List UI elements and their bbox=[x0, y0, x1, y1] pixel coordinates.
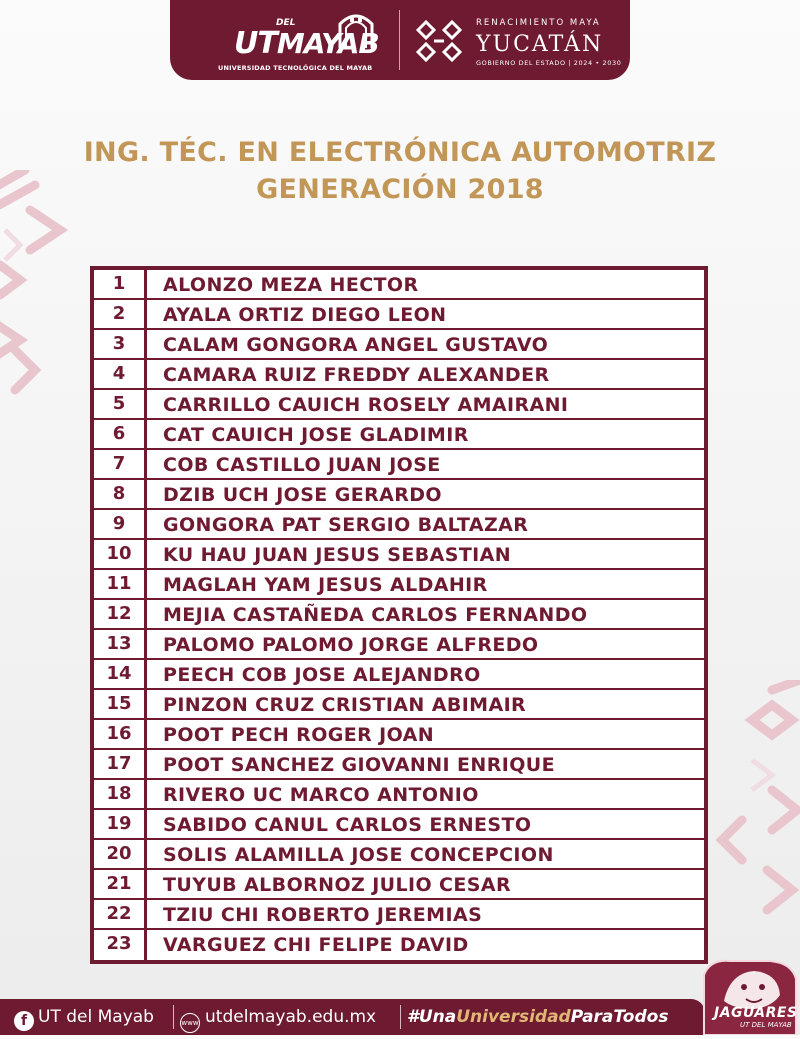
row-number: 21 bbox=[94, 870, 147, 898]
student-roster-table bbox=[90, 266, 708, 964]
row-number: 19 bbox=[94, 810, 147, 838]
header-banner bbox=[170, 0, 630, 80]
title-line-1: ING. TÉC. EN ELECTRÓNICA AUTOMOTRIZ bbox=[83, 137, 717, 168]
row-number: 6 bbox=[94, 420, 147, 448]
row-number: 1 bbox=[94, 270, 147, 298]
ut-del-label: DEL bbox=[276, 18, 296, 28]
student-name: KU HAU JUAN JESUS SEBASTIAN bbox=[163, 544, 512, 566]
title-line-2: GENERACIÓN 2018 bbox=[256, 174, 544, 205]
row-number: 17 bbox=[94, 750, 147, 778]
www-globe-icon: www bbox=[180, 1013, 200, 1033]
table-row bbox=[94, 750, 704, 780]
student-name: TUYUB ALBORNOZ JULIO CESAR bbox=[163, 874, 511, 896]
facebook-label: UT del Mayab bbox=[38, 1007, 154, 1027]
table-row bbox=[94, 930, 704, 960]
table-row bbox=[94, 300, 704, 330]
student-name: COB CASTILLO JUAN JOSE bbox=[163, 454, 441, 476]
student-name: TZIU CHI ROBERTO JEREMIAS bbox=[163, 904, 483, 926]
table-row bbox=[94, 570, 704, 600]
table-row bbox=[94, 870, 704, 900]
row-number: 22 bbox=[94, 900, 147, 928]
table-row bbox=[94, 390, 704, 420]
table-row bbox=[94, 840, 704, 870]
ut-mayab-wordmark bbox=[234, 26, 379, 61]
student-name: ALONZO MEZA HECTOR bbox=[163, 274, 419, 296]
hashtag-highlight: Universidad bbox=[456, 1007, 571, 1027]
student-name: PALOMO PALOMO JORGE ALFREDO bbox=[163, 634, 539, 656]
student-name: MEJIA CASTAÑEDA CARLOS FERNANDO bbox=[163, 604, 588, 626]
student-name: MAGLAH YAM JESUS ALDAHIR bbox=[163, 574, 488, 596]
student-name: CAMARA RUIZ FREDDY ALEXANDER bbox=[163, 364, 550, 386]
table-row bbox=[94, 330, 704, 360]
row-number: 18 bbox=[94, 780, 147, 808]
jaguares-mascot-logo bbox=[700, 955, 800, 1035]
student-name: DZIB UCH JOSE GERARDO bbox=[163, 484, 442, 506]
student-name: CARRILLO CAUICH ROSELY AMAIRANI bbox=[163, 394, 569, 416]
mascot-name: JAGUARES bbox=[714, 1005, 798, 1021]
gov-subtitle: GOBIERNO DEL ESTADO | 2024 • 2030 bbox=[476, 59, 622, 67]
row-number: 13 bbox=[94, 630, 147, 658]
table-row bbox=[94, 450, 704, 480]
student-name: GONGORA PAT SERGIO BALTAZAR bbox=[163, 514, 529, 536]
row-number: 14 bbox=[94, 660, 147, 688]
header-divider bbox=[399, 10, 400, 70]
student-name: PEECH COB JOSE ALEJANDRO bbox=[163, 664, 481, 686]
footer-bar bbox=[0, 999, 705, 1035]
table-row bbox=[94, 900, 704, 930]
gov-tagline: RENACIMIENTO MAYA bbox=[476, 18, 601, 28]
ut-prefix: UT bbox=[234, 26, 277, 61]
table-row bbox=[94, 600, 704, 630]
row-number: 5 bbox=[94, 390, 147, 418]
ut-mayab-logo bbox=[220, 8, 380, 72]
row-number: 9 bbox=[94, 510, 147, 538]
page-title bbox=[0, 134, 800, 208]
student-name: AYALA ORTIZ DIEGO LEON bbox=[163, 304, 447, 326]
table-row bbox=[94, 480, 704, 510]
row-number: 11 bbox=[94, 570, 147, 598]
student-name: CALAM GONGORA ANGEL GUSTAVO bbox=[163, 334, 549, 356]
table-row bbox=[94, 510, 704, 540]
row-number: 8 bbox=[94, 480, 147, 508]
table-row bbox=[94, 660, 704, 690]
table-row bbox=[94, 270, 704, 300]
student-name: RIVERO UC MARCO ANTONIO bbox=[163, 784, 479, 806]
student-name: CAT CAUICH JOSE GLADIMIR bbox=[163, 424, 469, 446]
right-decorative-motif bbox=[712, 680, 800, 920]
table-row bbox=[94, 420, 704, 450]
table-row bbox=[94, 810, 704, 840]
hashtag-suffix: ParaTodos bbox=[570, 1007, 669, 1027]
row-number: 4 bbox=[94, 360, 147, 388]
row-number: 15 bbox=[94, 690, 147, 718]
student-name: SABIDO CANUL CARLOS ERNESTO bbox=[163, 814, 532, 836]
student-name: VARGUEZ CHI FELIPE DAVID bbox=[163, 934, 469, 956]
row-number: 10 bbox=[94, 540, 147, 568]
ut-name: MAYAB bbox=[276, 27, 379, 60]
facebook-icon: f bbox=[14, 1011, 34, 1031]
row-number: 20 bbox=[94, 840, 147, 868]
footer-separator bbox=[400, 1005, 401, 1029]
table-row bbox=[94, 780, 704, 810]
mascot-subtitle: UT DEL MAYAB bbox=[740, 1021, 792, 1029]
gov-state-name: YUCATÁN bbox=[476, 32, 604, 57]
ut-subtitle: UNIVERSIDAD TECNOLÓGICA DEL MAYAB bbox=[218, 64, 373, 72]
table-row bbox=[94, 360, 704, 390]
row-number: 12 bbox=[94, 600, 147, 628]
table-row bbox=[94, 690, 704, 720]
student-name: POOT SANCHEZ GIOVANNI ENRIQUE bbox=[163, 754, 555, 776]
yucatan-emblem-icon bbox=[414, 16, 464, 66]
footer-website[interactable] bbox=[180, 1007, 376, 1033]
website-label: utdelmayab.edu.mx bbox=[205, 1007, 377, 1027]
row-number: 23 bbox=[94, 930, 147, 960]
row-number: 16 bbox=[94, 720, 147, 748]
hashtag-prefix: #Una bbox=[407, 1007, 457, 1027]
footer-facebook[interactable] bbox=[14, 1007, 154, 1031]
row-number: 3 bbox=[94, 330, 147, 358]
table-row bbox=[94, 540, 704, 570]
footer-hashtag[interactable] bbox=[407, 1007, 668, 1027]
footer-separator bbox=[173, 1005, 174, 1029]
table-row bbox=[94, 630, 704, 660]
row-number: 7 bbox=[94, 450, 147, 478]
student-name: PINZON CRUZ CRISTIAN ABIMAIR bbox=[163, 694, 527, 716]
student-name: SOLIS ALAMILLA JOSE CONCEPCION bbox=[163, 844, 554, 866]
row-number: 2 bbox=[94, 300, 147, 328]
student-name: POOT PECH ROGER JOAN bbox=[163, 724, 435, 746]
table-row bbox=[94, 720, 704, 750]
